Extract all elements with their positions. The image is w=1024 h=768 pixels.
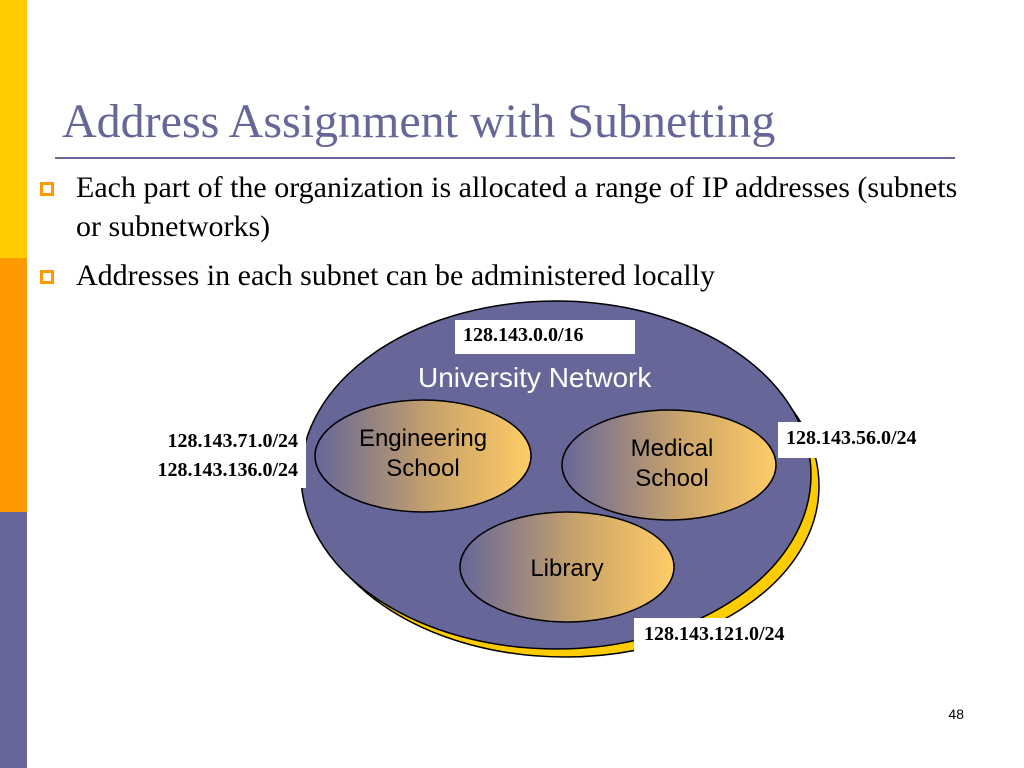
library-address-label [634, 618, 828, 654]
bullet-text: Each part of the organization is allocated a range of IP addresses (subnets or subnetworks) [76, 171, 958, 243]
library-address: 128.143.121.0/24 [644, 623, 785, 645]
slide-title: Address Assignment with Subnetting [62, 95, 776, 148]
network-title: University Network [418, 362, 652, 393]
engineering-address-1: 128.143.71.0/24 [167, 430, 298, 452]
library-label: Library [530, 555, 604, 582]
medical-address-label [778, 422, 958, 458]
engineering-address-label [112, 424, 306, 488]
engineering-address-2: 128.143.136.0/24 [157, 459, 298, 481]
engineering-name-1: Engineering [358, 425, 488, 452]
page-number: 48 [948, 706, 964, 722]
medical-name-2: School [635, 465, 709, 492]
medical-name-1: Medical [630, 435, 714, 462]
medical-address: 128.143.56.0/24 [786, 427, 917, 449]
network-address: 128.143.0.0/16 [463, 324, 584, 346]
network-address-label [455, 320, 635, 354]
engineering-name-2: School [386, 455, 460, 482]
bullet-text: Addresses in each subnet can be administered locally [76, 259, 715, 292]
medical-school-label [577, 434, 767, 494]
engineering-school-label [328, 424, 518, 484]
